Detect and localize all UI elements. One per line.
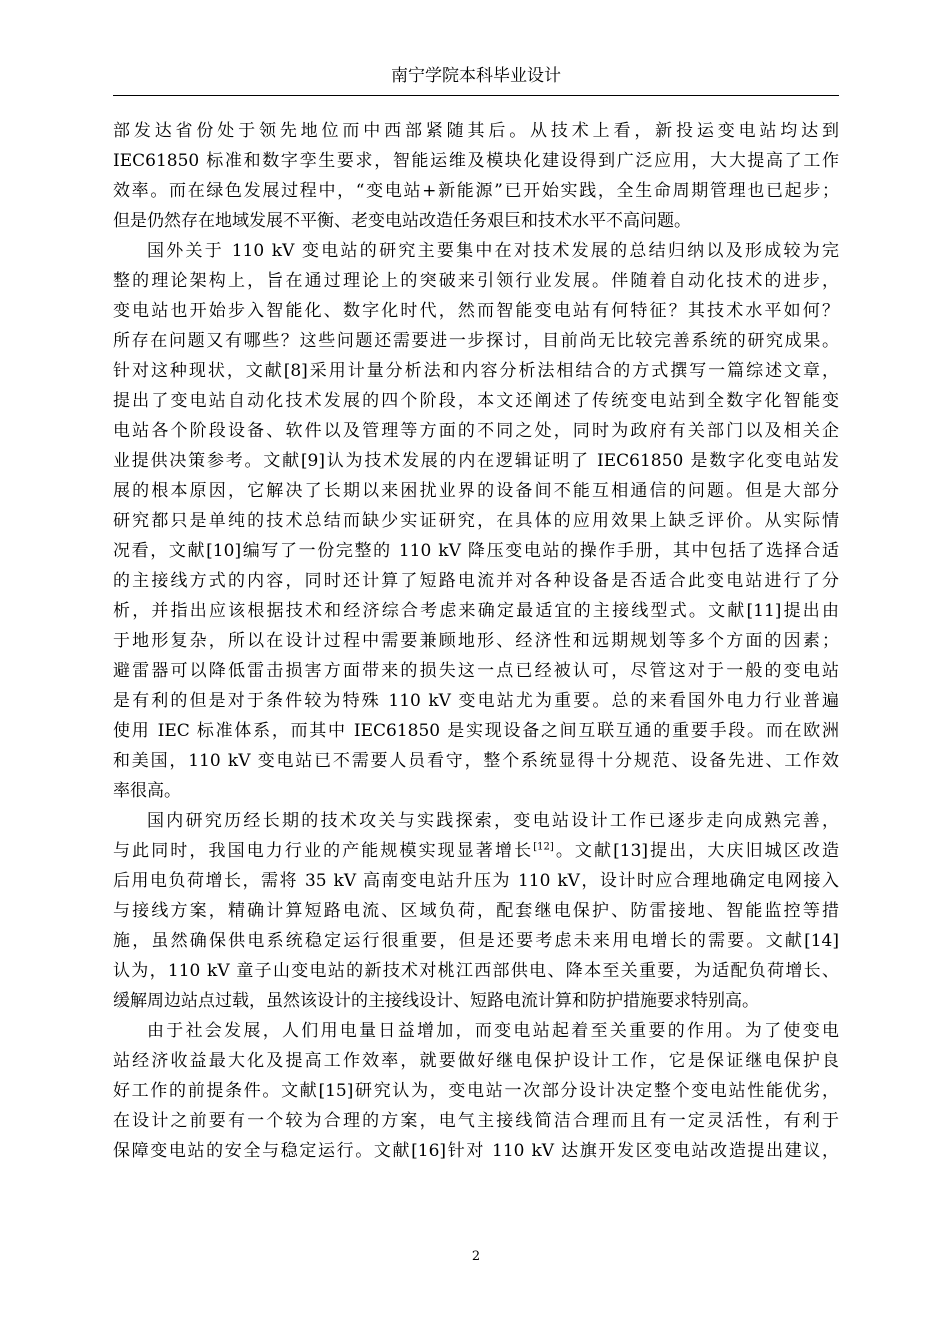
text-line: 研究都只是单纯的技术总结而缺少实证研究，在具体的应用效果上缺乏评价。从实际情: [113, 511, 839, 531]
text-line: 况看，文献[10]编写了一份完整的 110 kV 降压变电站的操作手册，其中包括了选择合适: [113, 541, 839, 561]
text-line: 整的理论架构上，旨在通过理论上的突破来引领行业发展。伴随着自动化技术的进步，: [113, 271, 839, 291]
document-body: [113, 116, 839, 1166]
paragraph: [113, 1016, 839, 1166]
text-line: 是有利的但是对于条件较为特殊 110 kV 变电站尤为重要。总的来看国外电力行业普遍: [113, 691, 839, 711]
text-line: 析，并指出应该根据技术和经济综合考虑来确定最适宜的主接线型式。文献[11]提出由: [113, 601, 839, 621]
text-line-with-citation: [113, 836, 839, 866]
page-number: 2: [471, 1249, 481, 1264]
text-line: 后用电负荷增长，需将 35 kV 高南变电站升压为 110 kV，设计时应合理地确定电网接入: [113, 871, 839, 891]
text-line: 好工作的前提条件。文献[15]研究认为，变电站一次部分设计决定整个变电站性能优劣，: [113, 1081, 839, 1101]
text-line: 效率。而在绿色发展过程中，“变电站+新能源”已开始实践，全生命周期管理也已起步；: [113, 181, 839, 201]
text-line: 和美国，110 kV 变电站已不需要人员看守，整个系统显得十分规范、设备先进、工作效: [113, 751, 839, 771]
text-line: 于地形复杂，所以在设计过程中需要兼顾地形、经济性和远期规划等多个方面的因素；: [113, 631, 839, 651]
text-line: 的主接线方式的内容，同时还计算了短路电流并对各种设备是否适合此变电站进行了分: [113, 571, 839, 591]
text-line: 使用 IEC 标准体系，而其中 IEC61850 是实现设备之间互联互通的重要手段。而在欧洲: [113, 721, 839, 741]
text-line: 站经济收益最大化及提高工作效率，就要做好继电保护设计工作，它是保证继电保护良: [113, 1051, 839, 1071]
paragraph: [113, 806, 839, 1016]
text-line: 与接线方案，精确计算短路电流、区域负荷，配套继电保护、防雷接地、智能监控等措: [113, 901, 839, 921]
text-segment: 与此同时，我国电力行业的产能规模实现显著增长: [113, 841, 534, 861]
text-line: IEC61850 标准和数字孪生要求，智能运维及模块化建设得到广泛应用，大大提高了工作: [113, 151, 839, 171]
text-line: 但是仍然存在地域发展不平衡、老变电站改造任务艰巨和技术水平不高问题。: [113, 211, 691, 231]
text-line: 保障变电站的安全与稳定运行。文献[16]针对 110 kV 达旗开发区变电站改造提出建议，: [113, 1141, 839, 1161]
text-line: 展的根本原因，它解决了长期以来困扰业界的设备间不能互相通信的问题。但是大部分: [113, 481, 839, 501]
text-line: 提出了变电站自动化技术发展的四个阶段，本文还阐述了传统变电站到全数字化智能变: [113, 391, 839, 411]
header-divider: [113, 95, 839, 96]
running-header: 南宁学院本科毕业设计: [391, 66, 561, 86]
text-line: 认为，110 kV 童子山变电站的新技术对桃江西部供电、降本至关重要，为适配负荷增长、: [113, 961, 839, 981]
text-line: 部发达省份处于领先地位而中西部紧随其后。从技术上看，新投运变电站均达到: [113, 121, 839, 141]
text-line: 施，虽然确保供电系统稳定运行很重要，但是还要考虑未来用电增长的需要。文献[14]: [113, 931, 839, 951]
text-line: 国内研究历经长期的技术攻关与实践探索，变电站设计工作已逐步走向成熟完善，: [147, 811, 839, 831]
citation-superscript: [12]: [533, 841, 554, 853]
text-line: 由于社会发展，人们用电量日益增加，而变电站起着至关重要的作用。为了使变电: [147, 1021, 839, 1041]
text-line: 率很高。: [113, 781, 181, 801]
text-segment: 。文献[13]提出，大庆旧城区改造: [553, 841, 839, 861]
paragraph: [113, 116, 839, 236]
text-line: 电站各个阶段设备、软件以及管理等方面的不同之处，同时为政府有关部门以及相关企: [113, 421, 839, 441]
text-line: 业提供决策参考。文献[9]认为技术发展的内在逻辑证明了 IEC61850 是数字化变电站发: [113, 451, 839, 471]
text-line: 针对这种现状，文献[8]采用计量分析法和内容分析法相结合的方式撰写一篇综述文章，: [113, 361, 839, 381]
text-line: 所存在问题又有哪些？这些问题还需要进一步探讨，目前尚无比较完善系统的研究成果。: [113, 331, 839, 351]
text-line: 避雷器可以降低雷击损害方面带来的损失这一点已经被认可，尽管这对于一般的变电站: [113, 661, 839, 681]
text-line: 国外关于 110 kV 变电站的研究主要集中在对技术发展的总结归纳以及形成较为完: [147, 241, 839, 261]
text-line: 在设计之前要有一个较为合理的方案，电气主接线简洁合理而且有一定灵活性，有利于: [113, 1111, 839, 1131]
paragraph: [113, 236, 839, 806]
text-line: 缓解周边站点过载，虽然该设计的主接线设计、短路电流计算和防护措施要求特别高。: [113, 991, 759, 1011]
text-line: 变电站也开始步入智能化、数字化时代，然而智能变电站有何特征？其技术水平如何？: [113, 301, 839, 321]
